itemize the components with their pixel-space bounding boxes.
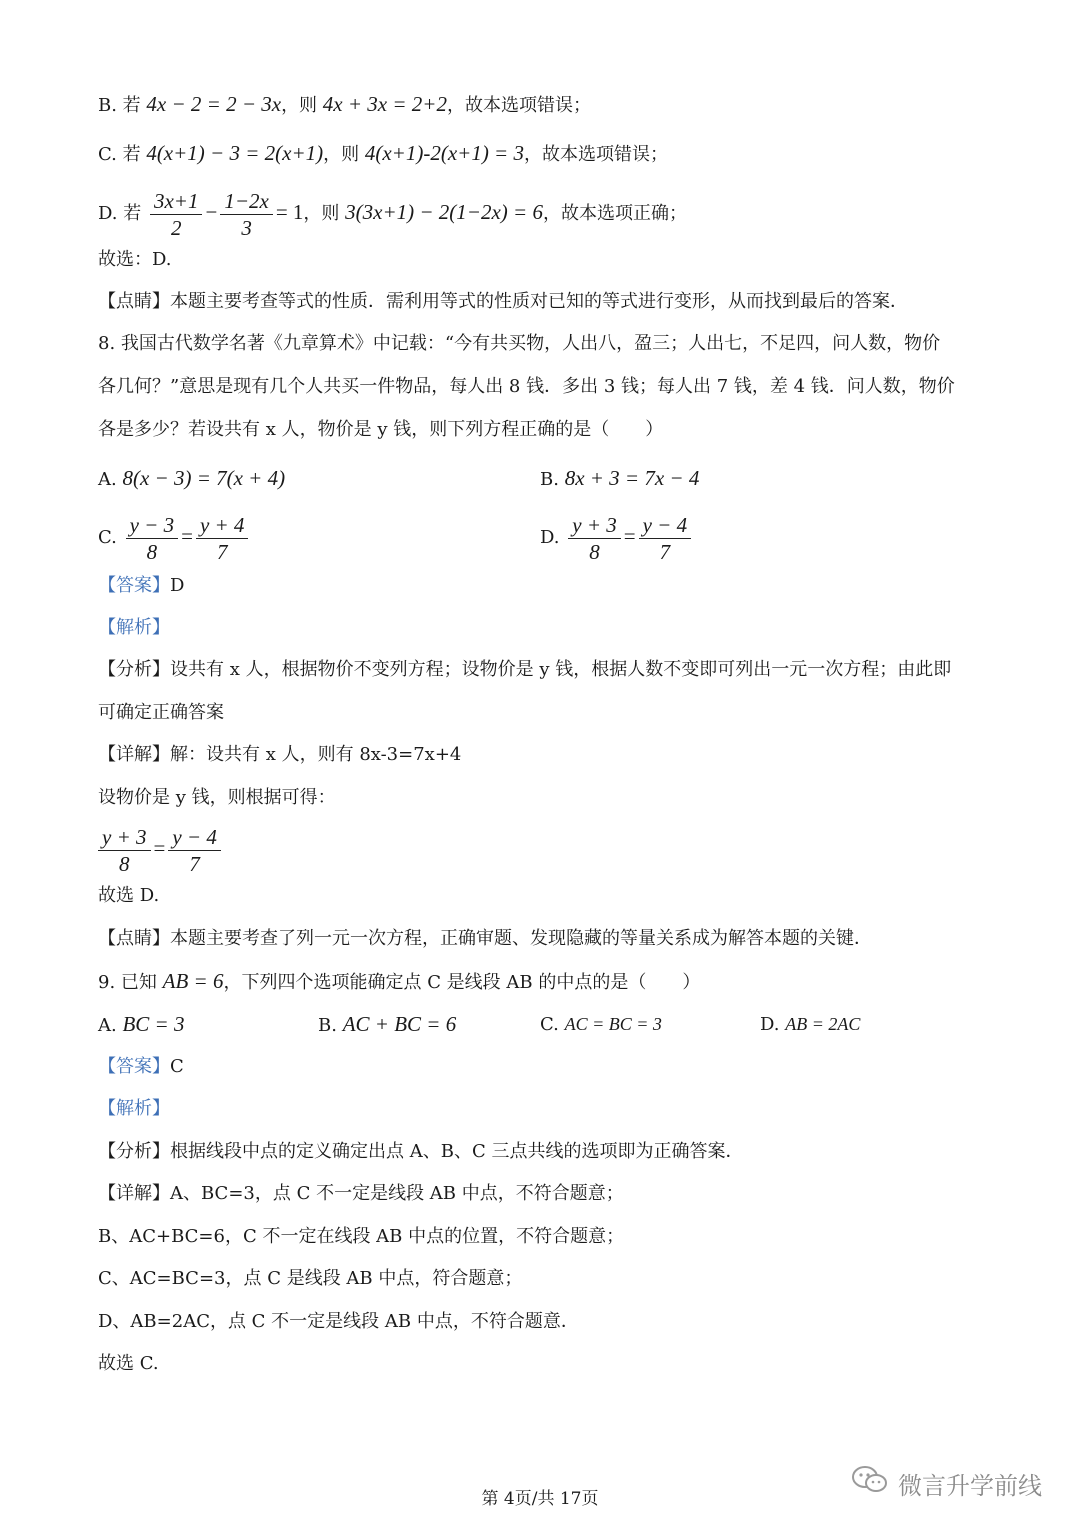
numerator: y + 3 [98, 824, 151, 851]
numerator: y − 4 [639, 512, 692, 539]
option-label: D. [540, 527, 560, 548]
stem-prefix: 9. 已知 [98, 972, 157, 993]
text-suffix: ，故本选项正确； [542, 203, 687, 224]
option-label: A. [98, 469, 117, 490]
equation: 3(3x+1) − 2(1−2x) = 6 [345, 200, 543, 224]
option-label: B. 若 [98, 95, 141, 116]
denominator: 7 [216, 539, 228, 564]
option-label: B. [318, 1015, 337, 1036]
option-label: C. [540, 1014, 559, 1035]
analysis-tag: 【分析】 [98, 659, 170, 680]
comment-tag: 【点睛】 [98, 928, 170, 949]
option-label: A. [98, 1015, 117, 1036]
detail-tag: 【详解】 [98, 1183, 170, 1204]
equation: AC = BC = 3 [564, 1014, 662, 1034]
fraction [98, 824, 151, 877]
denominator: 3 [241, 215, 252, 240]
q9-answer [98, 1055, 184, 1079]
q7-choose: 故选：D. [98, 249, 172, 270]
q8-choose: 故选 D. [98, 885, 160, 906]
detail-text: A、BC=3，点 C 不一定是线段 AB 中点，不符合题意； [170, 1183, 624, 1204]
analysis-text: 设共有 x 人，根据物价不变列方程；设物价是 y 钱，根据人数不变即可列出一元一次方程；由此即 [170, 659, 952, 680]
numerator: y + 3 [568, 512, 621, 539]
fraction [220, 188, 273, 241]
equation: 8(x − 3) = 7(x + 4) [122, 466, 286, 490]
q8-stem-line-1: 8. 我国古代数学名著《九章算术》中记载：“今有共买物，人出八，盈三；人出七，不足四，问人数，物价 [98, 333, 941, 354]
denominator: 8 [589, 539, 600, 564]
page-number: 第 4页/共 17页 [481, 1489, 599, 1509]
denominator: 2 [170, 215, 182, 240]
analysis-text: 根据线段中点的定义确定出点 A、B、C 三点共线的选项即为正确答案． [170, 1141, 744, 1162]
comment-tag: 【点睛】 [98, 291, 170, 312]
denominator: 7 [189, 851, 200, 876]
minus-sign: − [205, 200, 218, 224]
q7-comment [98, 290, 908, 314]
watermark-text: 微言升学前线 [898, 1471, 1042, 1500]
q7-option-b [98, 92, 591, 118]
q9-option-b [318, 1012, 456, 1038]
numerator: 3x+1 [150, 188, 203, 215]
text-suffix: ，故本选项错误； [523, 144, 668, 165]
equation: BC = 3 [122, 1012, 185, 1036]
denominator: 8 [146, 539, 158, 564]
wechat-icon [850, 1464, 890, 1502]
q9-detail-line-3: C、AC=BC=3，点 C 是线段 AB 中点，符合题意； [98, 1268, 523, 1289]
text-connector: ，则 [303, 203, 340, 224]
fraction [568, 512, 621, 565]
q9-analysis [98, 1140, 743, 1164]
option-label: C. 若 [98, 144, 141, 165]
stem-suffix: ，下列四个选项能确定点 C 是线段 AB 的中点的是（ ） [223, 972, 701, 993]
equation: AC + BC = 6 [342, 1012, 457, 1036]
q8-jiexi-tag: 【解析】 [98, 617, 170, 638]
q8-result-equation [98, 820, 224, 878]
text-connector: ，则 [323, 144, 360, 165]
q8-analysis-line-2: 可确定正确答案 [98, 702, 224, 723]
detail-text: 解：设共有 x 人，则有 8x-3=7x+4 [170, 744, 462, 765]
watermark [850, 1464, 1042, 1502]
fraction [196, 512, 249, 565]
equation: 4(x+1)-2(x+1) = 3 [364, 141, 524, 165]
q9-option-d [760, 1012, 860, 1037]
numerator: y − 3 [126, 512, 179, 539]
text-connector: ，则 [281, 95, 318, 116]
denominator: 7 [659, 539, 671, 564]
option-label: D. [760, 1014, 780, 1035]
equals-sign: = [153, 836, 166, 860]
option-label: D. 若 [98, 203, 142, 224]
q8-detail-line-1 [98, 743, 461, 767]
comment-text: 本题主要考查等式的性质．需利用等式的性质对已知的等式进行变形，从而找到最后的答案． [170, 291, 908, 312]
q9-detail-line-4: D、AB=2AC，点 C 不一定是线段 AB 中点，不符合题意． [98, 1311, 579, 1332]
q9-jiexi-tag: 【解析】 [98, 1098, 170, 1119]
q9-choose: 故选 C. [98, 1353, 159, 1374]
numerator: 1−2x [220, 188, 273, 215]
equals-sign: = [623, 524, 636, 548]
q9-detail-line-2: B、AC+BC=6，C 不一定在线段 AB 中点的位置，不符合题意； [98, 1226, 625, 1247]
q9-option-c [540, 1012, 662, 1037]
text-suffix: ，故本选项错误； [446, 95, 591, 116]
q8-option-a [98, 466, 285, 492]
analysis-tag: 【分析】 [98, 1141, 170, 1162]
equation-rhs: = 1 [275, 200, 304, 224]
equation: AB = 6 [162, 969, 224, 993]
equation: AB = 2AC [785, 1014, 861, 1034]
detail-tag: 【详解】 [98, 744, 170, 765]
option-label: C. [98, 527, 117, 548]
answer-value: D [170, 575, 185, 596]
q8-detail-line-2: 设物价是 y 钱，则根据可得： [98, 787, 336, 808]
fraction [168, 824, 221, 877]
equation: 4(x+1) − 3 = 2(x+1) [146, 141, 324, 165]
fraction [639, 512, 692, 565]
q8-option-b [540, 466, 699, 492]
numerator: y − 4 [168, 824, 221, 851]
q9-option-a [98, 1012, 184, 1038]
equation: 4x − 2 = 2 − 3x [146, 92, 282, 116]
equals-sign: = [181, 524, 193, 548]
q8-answer [98, 574, 184, 598]
q8-comment [98, 927, 872, 951]
q8-stem-line-2: 各几何？”意思是现有几个人共买一件物品，每人出 8 钱．多出 3 钱；每人出 7 钱，差 4 钱．问人数，物价 [98, 376, 955, 397]
denominator: 8 [119, 851, 130, 876]
fraction [150, 188, 203, 241]
option-label: B. [540, 469, 559, 490]
q9-detail-line-1 [98, 1182, 624, 1206]
equation: 4x + 3x = 2+2 [322, 92, 447, 116]
q8-option-c [98, 508, 251, 566]
comment-text: 本题主要考查了列一元一次方程，正确审题、发现隐藏的等量关系成为解答本题的关键． [170, 928, 872, 949]
answer-tag: 【答案】 [98, 575, 170, 596]
q9-stem [98, 969, 700, 995]
answer-value: C [170, 1056, 184, 1077]
answer-tag: 【答案】 [98, 1056, 170, 1077]
q7-option-c [98, 141, 668, 167]
q8-analysis-line-1 [98, 658, 951, 682]
fraction [126, 512, 179, 565]
equation: 8x + 3 = 7x − 4 [564, 466, 700, 490]
q7-option-d [98, 184, 687, 242]
q8-option-d [540, 508, 694, 566]
q8-stem-line-3: 各是多少？若设共有 x 人，物价是 y 钱，则下列方程正确的是（ ） [98, 419, 664, 440]
numerator: y + 4 [196, 512, 249, 539]
